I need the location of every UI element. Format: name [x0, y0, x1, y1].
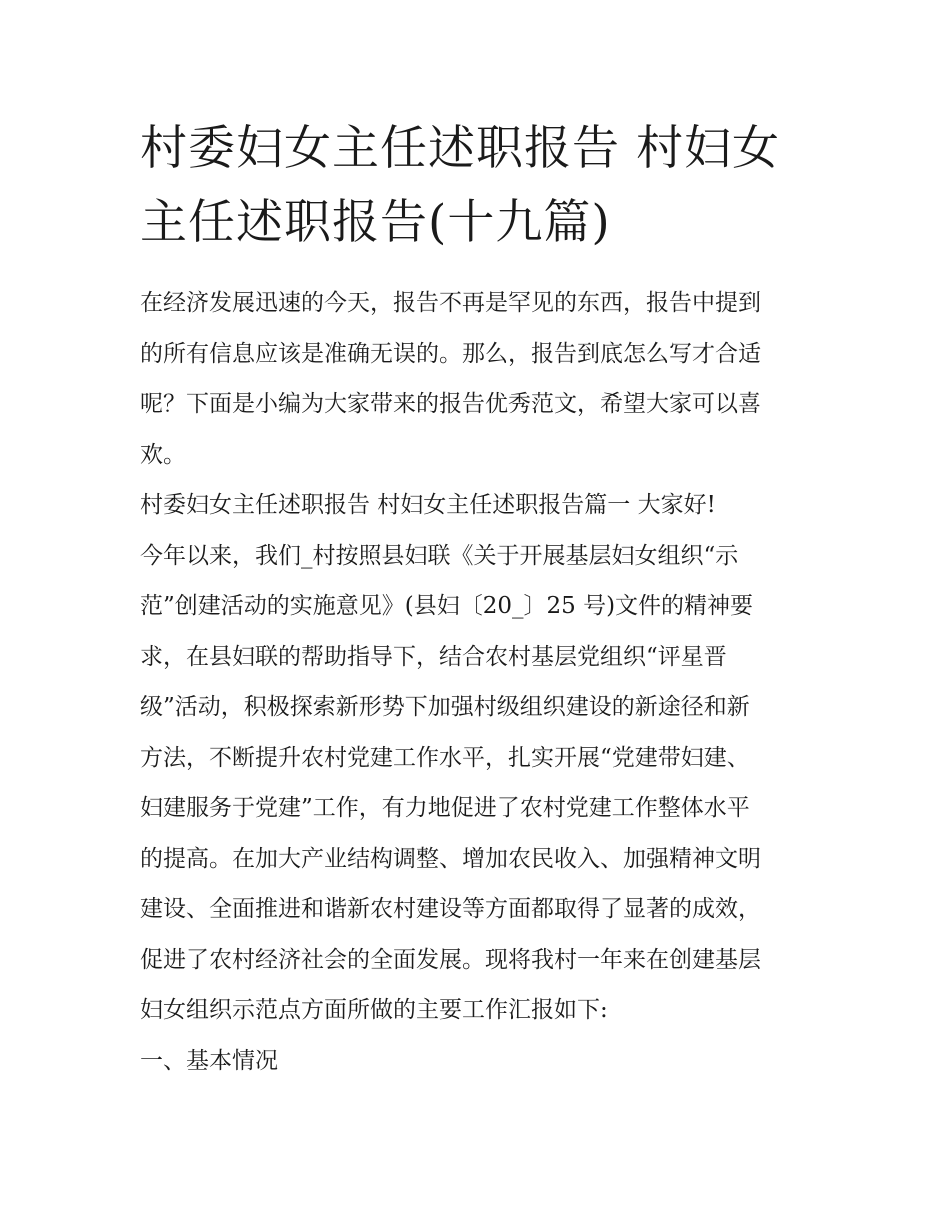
body-line: 级”活动，积极探索新形势下加强村级组织建设的新途径和新 — [140, 694, 750, 720]
body-line: 促进了农村经济社会的全面发展。现将我村一年来在创建基层 — [140, 946, 761, 973]
body-line: 妇建服务于党建”工作，有力地促进了农村党建工作整体水平 — [140, 795, 750, 821]
document-title — [140, 112, 820, 260]
body-paragraph — [140, 531, 816, 1036]
body-line: 的提高。在加大产业结构调整、增加农民收入、加强精神文明 — [140, 845, 761, 872]
title-line: 村委妇女主任述职报告 村妇女 — [140, 121, 780, 176]
body-line: 妇女组织示范点方面所做的主要工作汇报如下: — [140, 997, 608, 1023]
intro-paragraph — [140, 278, 816, 480]
document-body — [140, 278, 816, 1086]
subheading — [140, 1036, 816, 1087]
section-heading — [140, 480, 816, 531]
body-line: 建设、全面推进和谐新农村建设等方面都取得了显著的成效， — [140, 896, 761, 922]
intro-line: 的所有信息应该是准确无误的。那么，报告到底怎么写才合适 — [140, 340, 761, 367]
intro-line: 在经济发展迅速的今天，报告不再是罕见的东西，报告中提到 — [140, 290, 761, 316]
body-line: 方法，不断提升农村党建工作水平，扎实开展“党建带妇建、 — [140, 744, 750, 771]
section-heading-line: 村委妇女主任述职报告 村妇女主任述职报告篇一 大家好! — [140, 492, 716, 518]
body-line: 范”创建活动的实施意见》(县妇〔20_〕25 号)文件的精神要 — [140, 593, 754, 619]
body-line: 今年以来，我们_村按照县妇联《关于开展基层妇女组织“示 — [140, 542, 739, 569]
intro-line: 呢？下面是小编为大家带来的报告优秀范文，希望大家可以喜 — [140, 391, 761, 417]
title-line: 主任述职报告(十九篇) — [140, 195, 611, 250]
subheading-line: 一、基本情况 — [140, 1047, 278, 1074]
intro-line: 欢。 — [140, 441, 186, 468]
body-line: 求，在县妇联的帮助指导下，结合农村基层党组织“评星晋 — [140, 643, 727, 670]
